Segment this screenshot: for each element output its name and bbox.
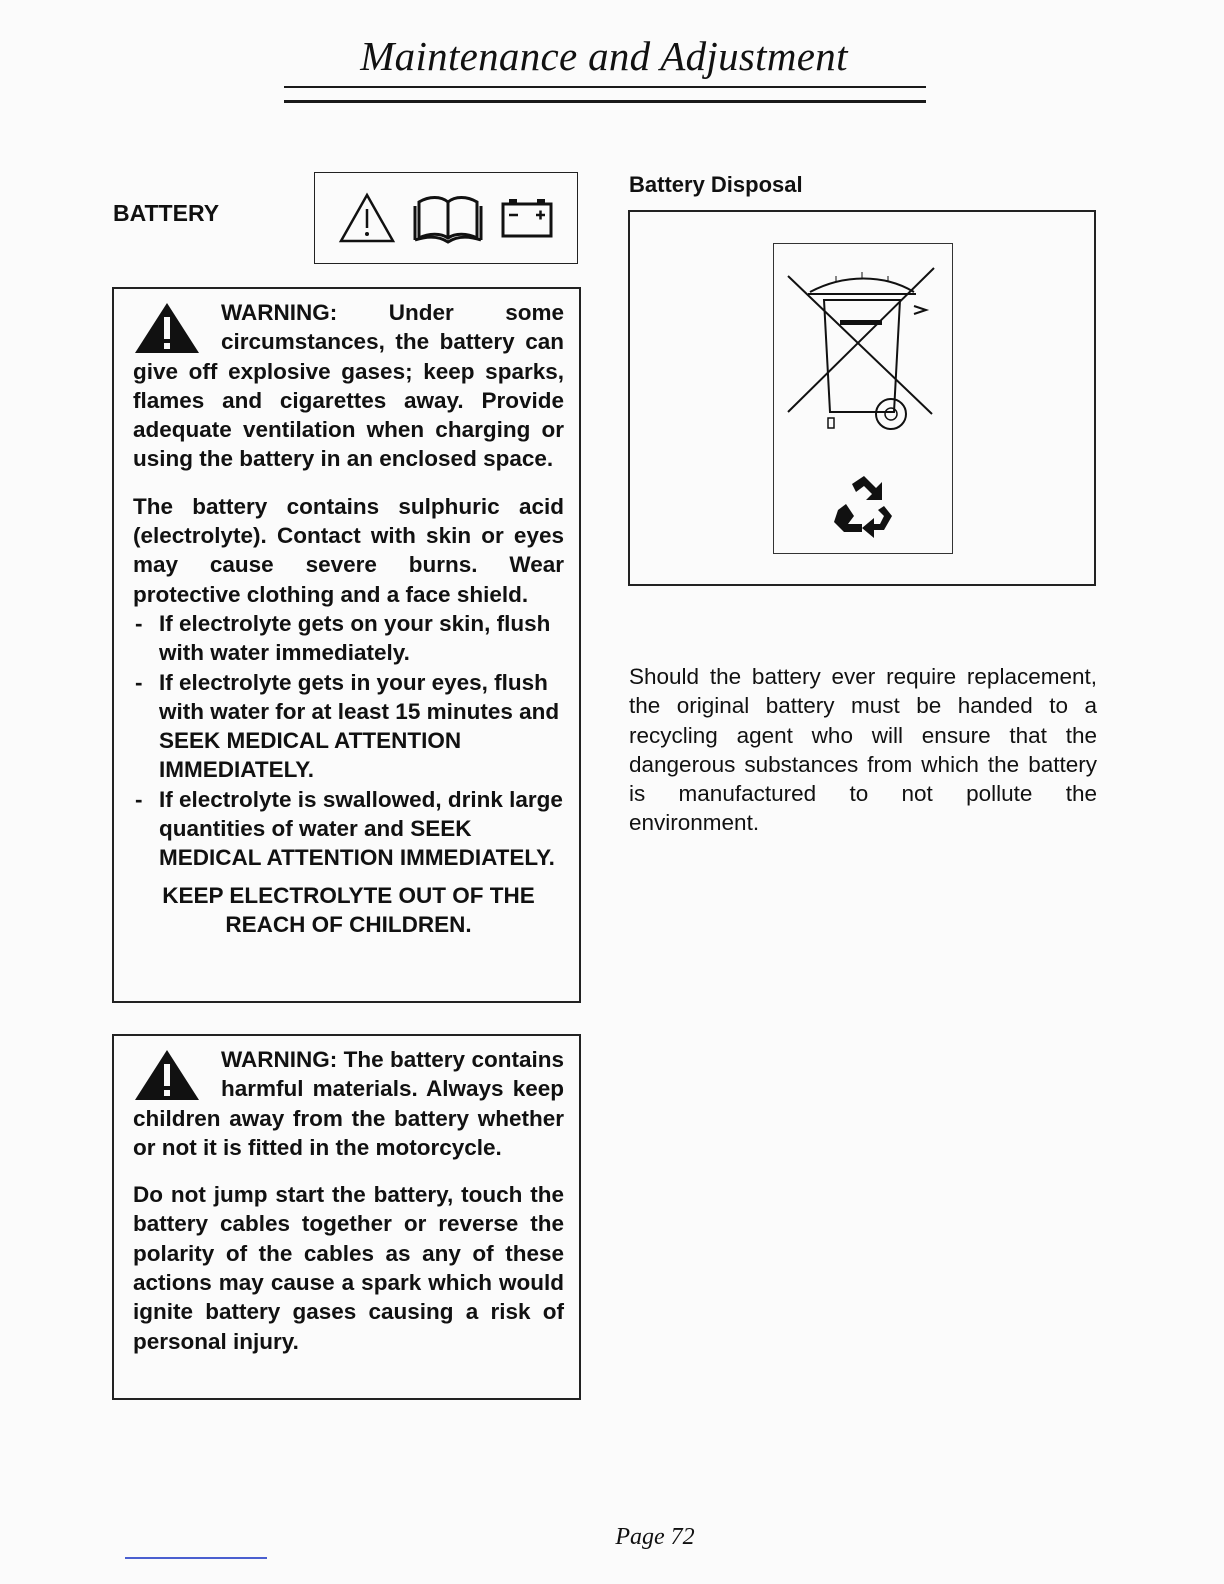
warning-2-lead: WARNING: The battery contains harmful materials. Always keep children away from the battery whether or not it is fitted in the motorcycle. xyxy=(133,1047,564,1160)
list-item: - If electrolyte is swallowed, drink large quantities of water and SEEK MEDICAL ATTENTION IMMEDIATELY. xyxy=(133,785,564,873)
warning-icon xyxy=(133,301,201,355)
warning-box-explosive-gases xyxy=(112,287,581,1003)
recycle-icon xyxy=(822,466,902,546)
keep-out-of-reach-note: KEEP ELECTROLYTE OUT OF THE REACH OF CHILDREN. xyxy=(162,882,535,937)
battery-disposal-heading: Battery Disposal xyxy=(629,172,803,197)
symbol-box xyxy=(314,172,578,264)
header-rule-thick xyxy=(284,100,926,103)
list-item: - If electrolyte gets in your eyes, flush with water for at least 15 minutes and SEEK MEDICAL ATTENTION IMMEDIATELY. xyxy=(133,668,564,785)
disposal-figure-frame xyxy=(628,210,1096,586)
warning-icon xyxy=(133,1048,201,1102)
owners-manual-icon xyxy=(413,190,483,246)
warning-1-acid-paragraph: The battery contains sulphuric acid (electrolyte). Contact with skin or eyes may cause severe burns. Wear protective clothing and a face shield. xyxy=(133,493,564,607)
crossed-out-wheelie-bin-icon xyxy=(774,244,951,444)
battery-disposal-text: Should the battery ever require replacement, the original battery must be handed to a recycling agent who will ensure that the dangerous substances from which the battery is manufactured to not pollute the environment. xyxy=(629,664,1097,836)
footer-link-underline xyxy=(125,1557,267,1559)
list-item: - If electrolyte gets on your skin, flush with water immediately. xyxy=(133,609,564,668)
page-title: Maintenance and Adjustment xyxy=(360,33,848,79)
warning-box-harmful-materials xyxy=(112,1034,581,1400)
disposal-symbol-panel xyxy=(773,243,953,554)
battery-icon xyxy=(500,196,554,240)
warning-2-jump-start-paragraph: Do not jump start the battery, touch the battery cables together or reverse the polarity of the cables as any of these actions may cause a spark which would ignite battery gases causing a risk of personal injury. xyxy=(133,1182,564,1354)
warning-triangle-icon xyxy=(338,192,396,244)
page-number: Page 72 xyxy=(615,1524,695,1550)
warning-1-lead: WARNING: Under some circumstances, the battery can give off explosive gases; keep sparks, flames and cigarettes away. Provide adequate ventilation when charging or using the battery in an enclosed space. xyxy=(133,300,564,472)
battery-heading: BATTERY xyxy=(113,200,220,226)
header-rule-thin xyxy=(284,86,926,88)
warning-1-bullets xyxy=(133,609,564,873)
